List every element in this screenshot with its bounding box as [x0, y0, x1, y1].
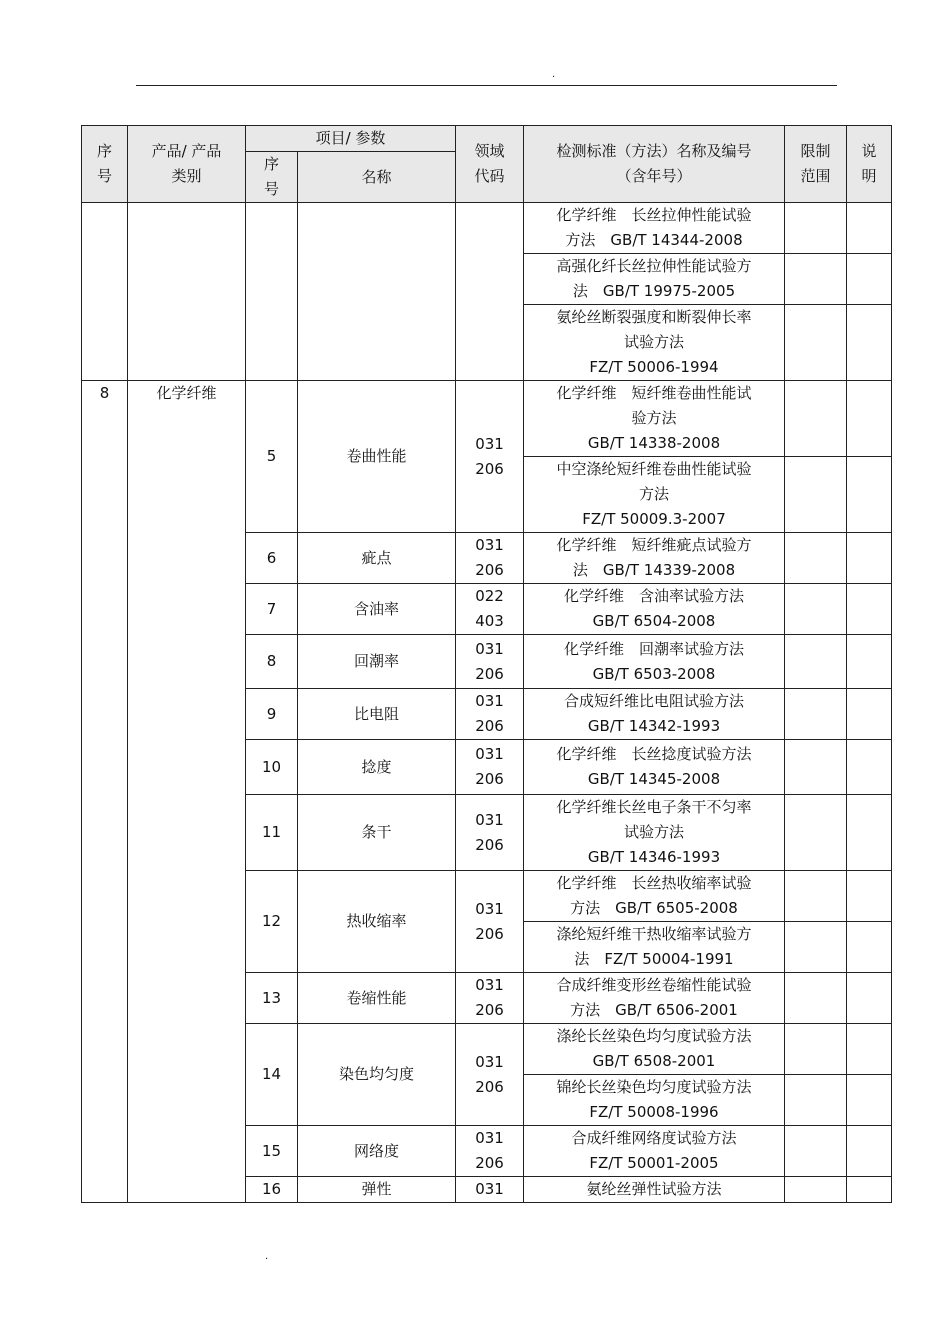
item-code-cell	[456, 533, 524, 584]
cont-seq-cell	[82, 203, 128, 381]
note-cell	[847, 635, 892, 689]
item-code-cell	[456, 795, 524, 871]
item-code-cell	[456, 1177, 524, 1203]
standard-cell	[524, 457, 785, 533]
header-item-name: 名称	[298, 152, 456, 203]
item-no-cell: 6	[246, 533, 298, 584]
cont-product-cell	[128, 203, 246, 381]
header-limit	[785, 126, 847, 203]
cell-text: 化学纤维 短纤维疵点试验方 法 GB/T 14339-2008	[556, 536, 752, 579]
note-cell	[847, 1075, 892, 1126]
limit-cell	[785, 635, 847, 689]
cell-text: 化学纤维 长丝捻度试验方法 GB/T 14345-2008	[556, 745, 752, 788]
note-cell	[847, 1024, 892, 1075]
cell-text: 化学纤维 短纤维卷曲性能试 验方法 GB/T 14338-2008	[556, 384, 752, 452]
standards-table	[81, 125, 892, 1203]
item-no-cell: 12	[246, 871, 298, 973]
note-cell	[847, 457, 892, 533]
cell-text: 031	[475, 1180, 504, 1198]
cell-text: 序 号	[96, 142, 112, 185]
item-name-cell: 比电阻	[298, 689, 456, 740]
cell-text: 031 206	[475, 692, 504, 735]
cell-text: 中空涤纶短纤维卷曲性能试验 方法 FZ/T 50009.3-2007	[556, 460, 752, 528]
cell-text: 限制 范围	[800, 142, 831, 185]
table-row	[82, 381, 892, 457]
item-code-cell	[456, 973, 524, 1024]
item-name-cell: 条干	[298, 795, 456, 871]
standard-cell	[524, 922, 785, 973]
item-code-cell	[456, 1126, 524, 1177]
cell-text: 031 206	[475, 536, 504, 579]
cell-text: 涤纶短纤维干热收缩率试验方 法 FZ/T 50004-1991	[556, 925, 752, 968]
note-cell	[847, 305, 892, 381]
item-no-cell: 7	[246, 584, 298, 635]
standard-cell	[524, 1075, 785, 1126]
item-name-cell: 疵点	[298, 533, 456, 584]
cell-text: 锦纶长丝染色均匀度试验方法 FZ/T 50008-1996	[556, 1078, 752, 1121]
note-cell	[847, 973, 892, 1024]
cell-text: 产品/ 产品 类别	[151, 142, 222, 185]
item-code-cell	[456, 381, 524, 533]
item-no-cell: 13	[246, 973, 298, 1024]
item-no-cell: 14	[246, 1024, 298, 1126]
standard-cell	[524, 254, 785, 305]
item-no-cell: 16	[246, 1177, 298, 1203]
cell-text: 031 206	[475, 899, 504, 943]
group-product-cell: 化学纤维	[128, 381, 246, 1203]
cell-text: 031 206	[475, 1052, 504, 1096]
item-code-cell	[456, 689, 524, 740]
limit-cell	[785, 305, 847, 381]
item-code-cell	[456, 584, 524, 635]
standard-cell	[524, 203, 785, 254]
standard-cell	[524, 584, 785, 635]
cell-text: 031 206	[475, 639, 504, 683]
header-standard	[524, 126, 785, 203]
item-no-cell: 15	[246, 1126, 298, 1177]
limit-cell	[785, 1075, 847, 1126]
limit-cell	[785, 533, 847, 584]
cell-text: 检测标准（方法）名称及编号 （含年号）	[556, 142, 752, 185]
note-cell	[847, 871, 892, 922]
item-no-cell: 11	[246, 795, 298, 871]
cell-text: 氨纶丝弹性试验方法	[586, 1180, 722, 1198]
cell-text: 031 206	[475, 745, 504, 788]
limit-cell	[785, 922, 847, 973]
cell-text: 031 206	[475, 976, 504, 1019]
standard-cell	[524, 1024, 785, 1075]
cell-text: 合成纤维网络度试验方法 FZ/T 50001-2005	[571, 1129, 737, 1172]
standard-cell	[524, 635, 785, 689]
limit-cell	[785, 871, 847, 922]
standard-cell	[524, 305, 785, 381]
cell-text: 化学纤维 长丝热收缩率试验 方法 GB/T 6505-2008	[556, 874, 752, 917]
limit-cell	[785, 457, 847, 533]
item-code-cell	[456, 635, 524, 689]
limit-cell	[785, 1126, 847, 1177]
limit-cell	[785, 689, 847, 740]
limit-cell	[785, 254, 847, 305]
cont-code-cell	[456, 203, 524, 381]
note-cell	[847, 533, 892, 584]
header-item-seq	[246, 152, 298, 203]
item-code-cell	[456, 871, 524, 973]
item-name-cell: 热收缩率	[298, 871, 456, 973]
note-cell	[847, 922, 892, 973]
cell-text: 031 206	[475, 434, 504, 478]
note-cell	[847, 1177, 892, 1203]
cell-text: 合成短纤维比电阻试验方法 GB/T 14342-1993	[564, 692, 745, 735]
item-name-cell: 网络度	[298, 1126, 456, 1177]
item-name-cell: 弹性	[298, 1177, 456, 1203]
cont-item-name-cell	[298, 203, 456, 381]
table-body	[82, 203, 892, 1203]
header-rule	[136, 85, 837, 86]
note-cell	[847, 795, 892, 871]
note-cell	[847, 584, 892, 635]
standard-cell	[524, 1126, 785, 1177]
cell-text: 高强化纤长丝拉伸性能试验方 法 GB/T 19975-2005	[556, 257, 752, 300]
cell-text: 涤纶长丝染色均匀度试验方法 GB/T 6508-2001	[556, 1027, 752, 1070]
item-no-cell: 10	[246, 740, 298, 795]
cell-text: 031 206	[475, 1129, 504, 1172]
cell-text: 031 206	[475, 810, 504, 854]
item-name-cell: 捻度	[298, 740, 456, 795]
item-name-cell: 含油率	[298, 584, 456, 635]
standard-cell	[524, 795, 785, 871]
item-no-cell: 9	[246, 689, 298, 740]
header-note	[847, 126, 892, 203]
limit-cell	[785, 203, 847, 254]
note-cell	[847, 740, 892, 795]
header-domain-code	[456, 126, 524, 203]
limit-cell	[785, 740, 847, 795]
standard-cell	[524, 533, 785, 584]
item-code-cell	[456, 740, 524, 795]
limit-cell	[785, 1024, 847, 1075]
standard-cell	[524, 1177, 785, 1203]
standard-cell	[524, 381, 785, 457]
cell-text: 领域 代码	[474, 142, 505, 185]
limit-cell	[785, 381, 847, 457]
standard-cell	[524, 689, 785, 740]
item-name-cell: 回潮率	[298, 635, 456, 689]
item-name-cell: 卷缩性能	[298, 973, 456, 1024]
cell-text: 氨纶丝断裂强度和断裂伸长率 试验方法 FZ/T 50006-1994	[556, 308, 752, 376]
header-seq	[82, 126, 128, 203]
standard-cell	[524, 871, 785, 922]
standard-cell	[524, 740, 785, 795]
cell-text: 说 明	[861, 142, 877, 185]
cell-text: 化学纤维 长丝拉伸性能试验 方法 GB/T 14344-2008	[556, 206, 752, 249]
header-item-group: 项目/ 参数	[246, 126, 456, 152]
note-cell	[847, 1126, 892, 1177]
cell-text: 序 号	[263, 155, 279, 198]
cell-text: 化学纤维长丝电子条干不匀率 试验方法 GB/T 14346-1993	[556, 798, 752, 866]
group-seq-cell: 8	[82, 381, 128, 1203]
cont-item-seq-cell	[246, 203, 298, 381]
item-no-cell: 5	[246, 381, 298, 533]
header-product	[128, 126, 246, 203]
item-name-cell: 染色均匀度	[298, 1024, 456, 1126]
footer-dot: .	[265, 1251, 269, 1262]
note-cell	[847, 689, 892, 740]
limit-cell	[785, 973, 847, 1024]
note-cell	[847, 381, 892, 457]
cell-text: 合成纤维变形丝卷缩性能试验 方法 GB/T 6506-2001	[556, 976, 752, 1019]
limit-cell	[785, 584, 847, 635]
table-row	[82, 203, 892, 254]
standard-cell	[524, 973, 785, 1024]
item-name-cell: 卷曲性能	[298, 381, 456, 533]
limit-cell	[785, 1177, 847, 1203]
note-cell	[847, 203, 892, 254]
cell-text: 022 403	[475, 587, 504, 630]
cell-text: 化学纤维 含油率试验方法 GB/T 6504-2008	[564, 587, 745, 630]
cell-text: 化学纤维 回潮率试验方法 GB/T 6503-2008	[564, 639, 745, 683]
item-code-cell	[456, 1024, 524, 1126]
header-dot: .	[552, 69, 556, 80]
item-no-cell: 8	[246, 635, 298, 689]
limit-cell	[785, 795, 847, 871]
note-cell	[847, 254, 892, 305]
